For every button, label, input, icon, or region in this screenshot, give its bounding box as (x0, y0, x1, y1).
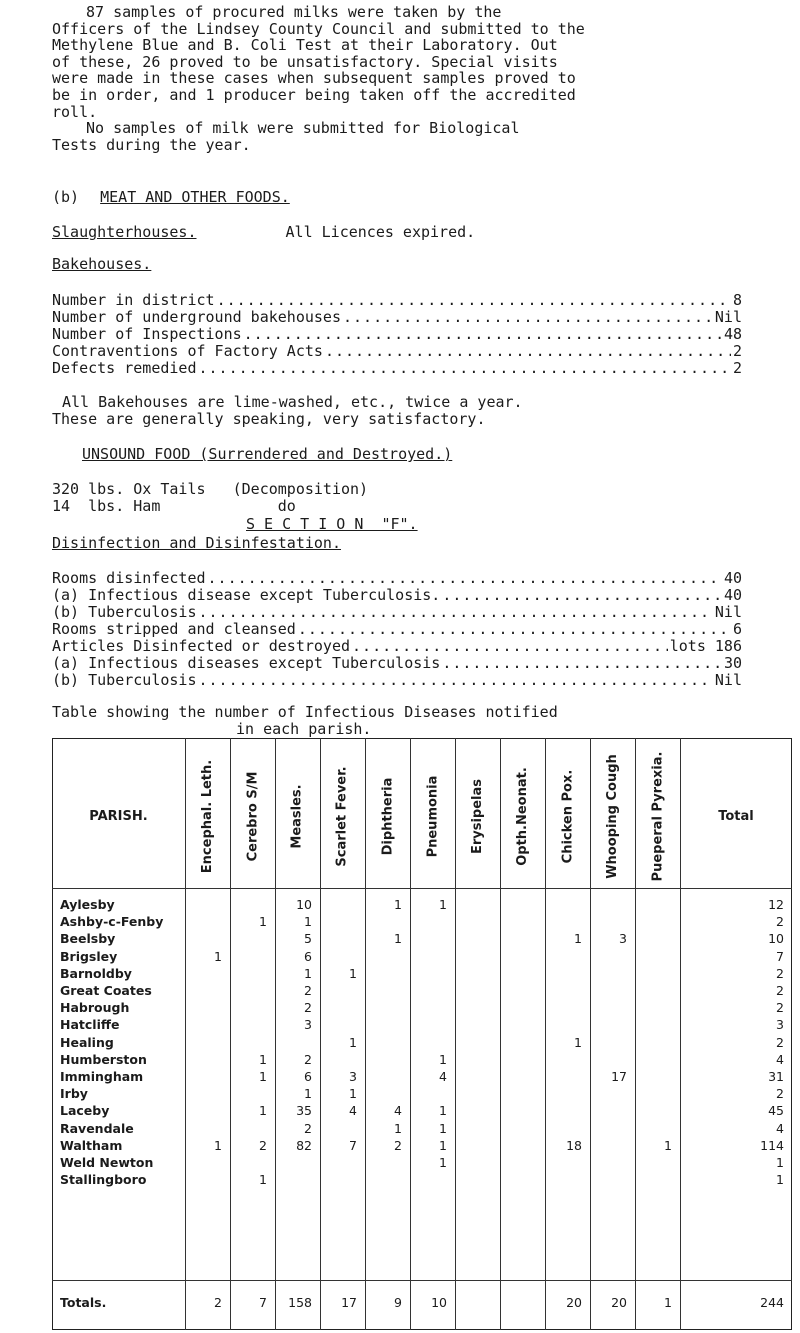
slaughterhouses-line (52, 224, 475, 241)
row-label: Defects remedied (52, 359, 197, 377)
parish-name: Habrough (60, 1000, 130, 1016)
table-cell: 1 (439, 1051, 447, 1067)
column-header (365, 742, 410, 890)
row-label: (b) Tuberculosis (52, 671, 197, 689)
table-cell: 5 (304, 931, 312, 947)
table-cell: 6 (304, 948, 312, 964)
row-value: 40 (723, 586, 742, 604)
row-value: 2 (732, 342, 742, 360)
table-cell: 9 (394, 1295, 402, 1310)
table-cell: 1 (349, 965, 357, 981)
parish-name: Hatcliffe (60, 1017, 120, 1033)
table-cell: 7 (349, 1137, 357, 1153)
table-cell: 2 (776, 1034, 784, 1050)
table-caption-line: in each parish. (236, 720, 372, 738)
intro-line: be in order, and 1 producer being taken off the accredited (52, 85, 576, 104)
table-cell: 2 (776, 1086, 784, 1102)
parish-name: Totals. (60, 1295, 107, 1310)
column-header-label: Encephal. Leth. (200, 759, 216, 873)
table-cell: 4 (439, 1069, 447, 1084)
row-value: 2 (732, 359, 742, 377)
table-cell: 2 (304, 1051, 312, 1067)
parish-name: Barnoldby (60, 965, 132, 981)
slaughterhouses-note: All Licences expired. (285, 223, 476, 241)
parish-name: Beelsby (60, 931, 116, 947)
table-cell: 2 (304, 1120, 312, 1136)
section-f-heading: S E C T I O N "F". (246, 515, 418, 533)
table-cell: 7 (259, 1295, 267, 1310)
table-cell: 1 (439, 1103, 447, 1119)
unsound-food-line: 320 lbs. Ox Tails (Decomposition) (52, 480, 369, 498)
parish-name: Immingham (60, 1069, 144, 1084)
column-header-label: PARISH. (89, 808, 148, 824)
table-cell: 10 (431, 1295, 447, 1310)
table-cell: 244 (760, 1295, 784, 1310)
table-cell: 10 (768, 931, 784, 947)
row-label: Articles Disinfected or destroyed (52, 637, 351, 655)
parish-name: Irby (60, 1086, 88, 1102)
row-value: 8 (732, 291, 742, 309)
unsound-food-heading: UNSOUND FOOD (Surrendered and Destroyed.) (82, 445, 453, 463)
table-cell: 20 (611, 1295, 627, 1310)
table-cell: 12 (768, 897, 784, 912)
table-cell: 1 (664, 1295, 672, 1310)
table-cell: 18 (566, 1137, 582, 1153)
row-label: Number of Inspections (52, 325, 242, 343)
table-cell: 2 (776, 965, 784, 981)
intro-line: Tests during the year. (52, 135, 251, 154)
bakehouses-note-line: All Bakehouses are lime-washed, etc., twice a year. (62, 393, 523, 411)
row-label: (a) Infectious disease except Tuberculosis. (52, 586, 441, 604)
column-header (455, 742, 500, 890)
disinfection-row (52, 621, 742, 638)
table-cell: 4 (349, 1103, 357, 1119)
table-cell: 1 (439, 1137, 447, 1153)
parish-name: Waltham (60, 1137, 123, 1153)
table-cell: 10 (296, 897, 312, 912)
row-label: Rooms disinfected (52, 569, 206, 587)
table-cell: 2 (776, 914, 784, 930)
table-cell: 3 (304, 1017, 312, 1033)
parish-name: Weld Newton (60, 1155, 154, 1170)
table-cell: 1 (776, 1172, 784, 1188)
table-cell: 20 (566, 1295, 582, 1310)
column-header (230, 742, 275, 890)
table-cell: 114 (760, 1137, 784, 1153)
slaughterhouses-label: Slaughterhouses. (52, 223, 197, 241)
parish-name: Stallingboro (60, 1172, 147, 1188)
disinfection-row (52, 638, 742, 655)
bakehouse-row (52, 343, 742, 360)
column-header (590, 742, 635, 890)
column-header-label: Scarlet Fever. (335, 765, 351, 867)
table-cell: 6 (304, 1069, 312, 1084)
column-header-label: Erysipelas (470, 778, 485, 854)
table-cell: 45 (768, 1103, 784, 1119)
disinfection-row (52, 570, 742, 587)
table-cell: 1 (394, 897, 402, 912)
table-cell: 4 (776, 1051, 784, 1067)
table-cell: 1 (259, 1103, 267, 1119)
parish-name: Brigsley (60, 948, 118, 964)
table-cell: 1 (214, 1137, 222, 1153)
table-cell: 1 (394, 1120, 402, 1136)
column-header-label: Total (718, 808, 754, 824)
table-cell: 1 (349, 1034, 357, 1050)
bakehouse-row (52, 309, 742, 326)
intro-line: were made in these cases when subsequent samples proved to (52, 69, 576, 88)
column-header-label: Diphtheria (380, 777, 396, 855)
row-value: 40 (723, 569, 742, 587)
column-header (320, 742, 365, 890)
section-b-heading (52, 189, 290, 206)
table-cell: 35 (296, 1103, 312, 1119)
table-cell: 2 (259, 1137, 267, 1153)
row-divider (52, 1280, 792, 1281)
row-value: lots 186 (669, 637, 742, 655)
table-cell: 3 (776, 1017, 784, 1033)
disinfection-row (52, 672, 742, 689)
table-cell: 2 (214, 1295, 222, 1310)
table-cell: 1 (776, 1155, 784, 1170)
table-cell: 1 (439, 1155, 447, 1170)
column-header-label: Whooping Cough (605, 753, 620, 879)
column-header-label: Chicken Pox. (560, 769, 576, 863)
row-label: Contraventions of Factory Acts (52, 342, 323, 360)
table-cell: 158 (288, 1295, 312, 1310)
infectious-diseases-table (52, 738, 792, 1330)
parish-name: Ashby-c-Fenby (60, 914, 164, 930)
bakehouse-row (52, 292, 742, 309)
table-cell: 17 (341, 1295, 357, 1310)
column-header (500, 742, 545, 890)
table-cell: 7 (776, 948, 784, 964)
table-cell: 2 (776, 983, 784, 998)
intro-line: No samples of milk were submitted for Biological (86, 119, 520, 138)
table-cell: 1 (259, 914, 267, 930)
row-value: 30 (723, 654, 742, 672)
section-b-title: MEAT AND OTHER FOODS. (100, 188, 290, 206)
table-cell: 1 (259, 1051, 267, 1067)
table-caption-line: Table showing the number of Infectious Diseases notified (52, 703, 558, 721)
table-cell: 82 (296, 1137, 312, 1153)
disinfection-row (52, 604, 742, 621)
column-header (635, 742, 680, 890)
row-value: Nil (714, 603, 742, 621)
table-cell: 1 (439, 897, 447, 912)
row-label: (b) Tuberculosis (52, 603, 197, 621)
column-header-label: Opth.Neonat. (515, 766, 531, 866)
table-cell: 1 (394, 931, 402, 947)
disinfection-row (52, 587, 742, 604)
bakehouses-note-line: These are generally speaking, very satisfactory. (52, 410, 486, 428)
column-header (410, 742, 455, 890)
row-label: Number of underground bakehouses (52, 308, 341, 326)
parish-name: Laceby (60, 1103, 110, 1119)
row-value: 6 (732, 620, 742, 638)
column-header-label: Pneumonia (425, 775, 441, 857)
bakehouses-heading: Bakehouses. (52, 255, 152, 273)
table-cell: 1 (259, 1172, 267, 1188)
parish-name: Ravendale (60, 1120, 134, 1136)
table-cell: 1 (439, 1120, 447, 1136)
table-cell: 2 (304, 1000, 312, 1016)
milk-samples-paragraph (52, 4, 772, 153)
row-label: Number in district (52, 291, 215, 309)
table-cell: 1 (349, 1086, 357, 1102)
column-header (275, 742, 320, 890)
parish-name: Great Coates (60, 983, 152, 998)
row-label: (a) Infectious diseases except Tuberculosis (52, 654, 441, 672)
row-value: Nil (714, 671, 742, 689)
column-header (545, 742, 590, 890)
table-cell: 2 (776, 1000, 784, 1016)
table-cell: 17 (611, 1069, 627, 1084)
section-b-prefix: (b) (52, 188, 80, 206)
column-header-label: Measles. (290, 783, 305, 849)
parish-name: Healing (60, 1034, 114, 1050)
column-header-label: Pueperal Pyrexia. (650, 751, 666, 881)
intro-line: 87 samples of procured milks were taken by the (86, 3, 502, 21)
unsound-food-line: 14 lbs. Ham do (52, 497, 296, 515)
disinfection-row (52, 655, 742, 672)
row-label: Rooms stripped and cleansed (52, 620, 296, 638)
parish-name: Aylesby (60, 897, 115, 912)
table-cell: 1 (259, 1069, 267, 1084)
table-cell: 1 (304, 914, 312, 930)
table-cell: 2 (394, 1137, 402, 1153)
column-header (680, 742, 792, 890)
table-cell: 1 (664, 1137, 672, 1153)
intro-line: roll. (52, 102, 98, 121)
table-cell: 1 (304, 965, 312, 981)
table-cell: 1 (214, 948, 222, 964)
parish-name: Humberston (60, 1051, 147, 1067)
table-cell: 3 (349, 1069, 357, 1084)
column-header (52, 742, 185, 890)
bakehouse-row (52, 326, 742, 343)
table-cell: 1 (574, 1034, 582, 1050)
intro-line: Officers of the Lindsey County Council and submitted to the (52, 19, 585, 38)
disinfection-heading: Disinfection and Disinfestation. (52, 534, 341, 552)
column-header-label: Cerebro S/M (245, 771, 260, 861)
column-header (185, 742, 230, 890)
intro-line: of these, 26 proved to be unsatisfactory. Special visits (52, 52, 558, 71)
table-cell: 3 (619, 931, 627, 947)
bakehouse-row (52, 360, 742, 377)
row-value: 48 (723, 325, 742, 343)
table-cell: 31 (768, 1069, 784, 1084)
table-cell: 4 (394, 1103, 402, 1119)
table-cell: 2 (304, 983, 312, 998)
intro-line: Methylene Blue and B. Coli Test at their Laboratory. Out (52, 36, 558, 55)
table-cell: 1 (304, 1086, 312, 1102)
table-cell: 1 (574, 931, 582, 947)
table-cell: 4 (776, 1120, 784, 1136)
row-value: Nil (714, 308, 742, 326)
